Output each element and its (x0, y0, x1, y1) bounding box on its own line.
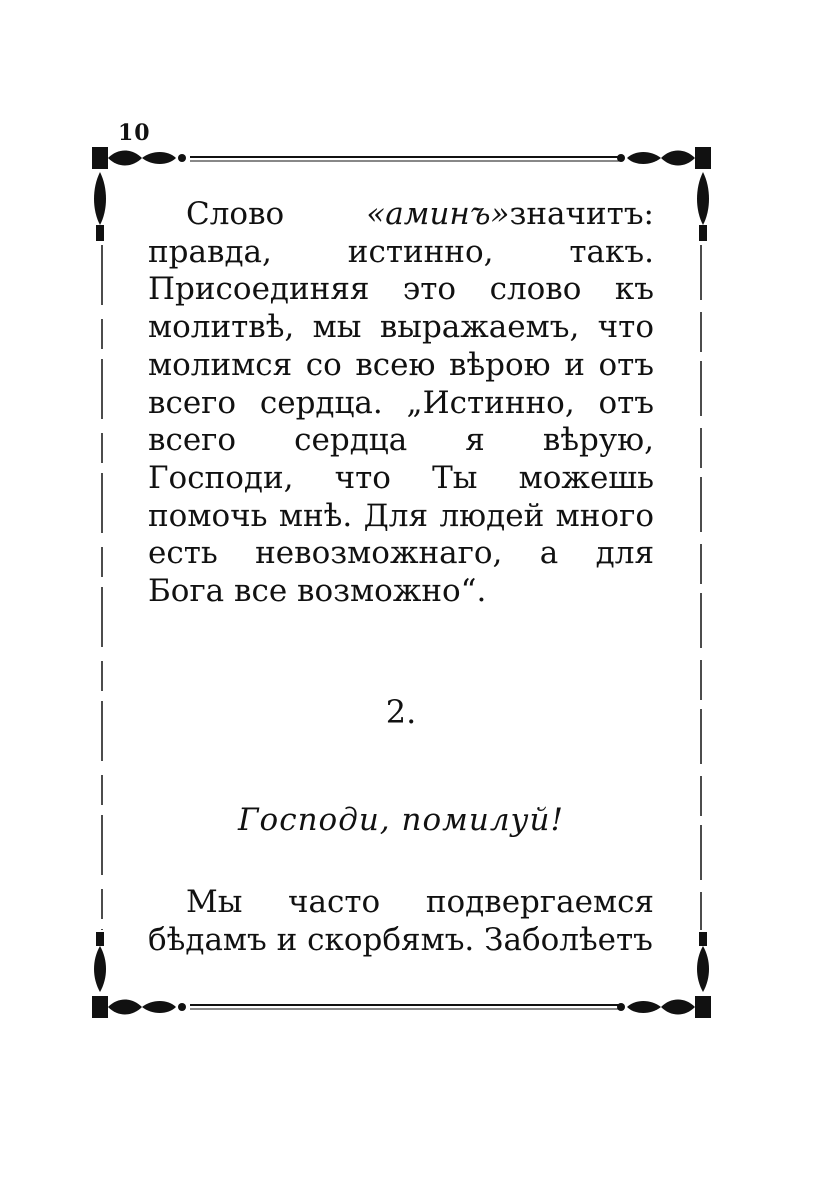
tassel-ornament-icon (94, 932, 106, 992)
corner-ornament-icon (617, 147, 711, 169)
paragraph-text: Мы часто подвергаемся бѣдамъ и скорбямъ. Заболѣетъ (148, 884, 654, 958)
paragraph-text-start: Слово (186, 196, 367, 232)
tassel-ornament-icon (697, 932, 709, 992)
section-heading: Господи, помилуй! (238, 802, 564, 838)
corner-ornament-icon (92, 147, 186, 169)
section-number: 2. (385, 693, 417, 731)
corner-ornament-icon (92, 996, 186, 1018)
quoted-word: «аминъ» (366, 196, 510, 232)
paragraph-troubles (148, 884, 654, 959)
tassel-ornament-icon (697, 172, 709, 241)
paragraph-text-rest: значитъ: правда, истинно, такъ. Присоединяя это слово къ молитвѣ, мы выражаемъ, что молимся со всею вѣрою и отъ всего сердца. „Истинно, отъ всего сердца я вѣрую, Господи, что Ты можешь помочь мнѣ. Для людей много есть невозможнаго, а для Бога все возможно“. (148, 196, 654, 610)
paragraph-text (148, 196, 654, 611)
tassel-ornament-icon (94, 172, 106, 241)
paragraph-amen (148, 196, 654, 611)
corner-ornament-icon (617, 996, 711, 1018)
page-number: 10 (118, 120, 151, 146)
